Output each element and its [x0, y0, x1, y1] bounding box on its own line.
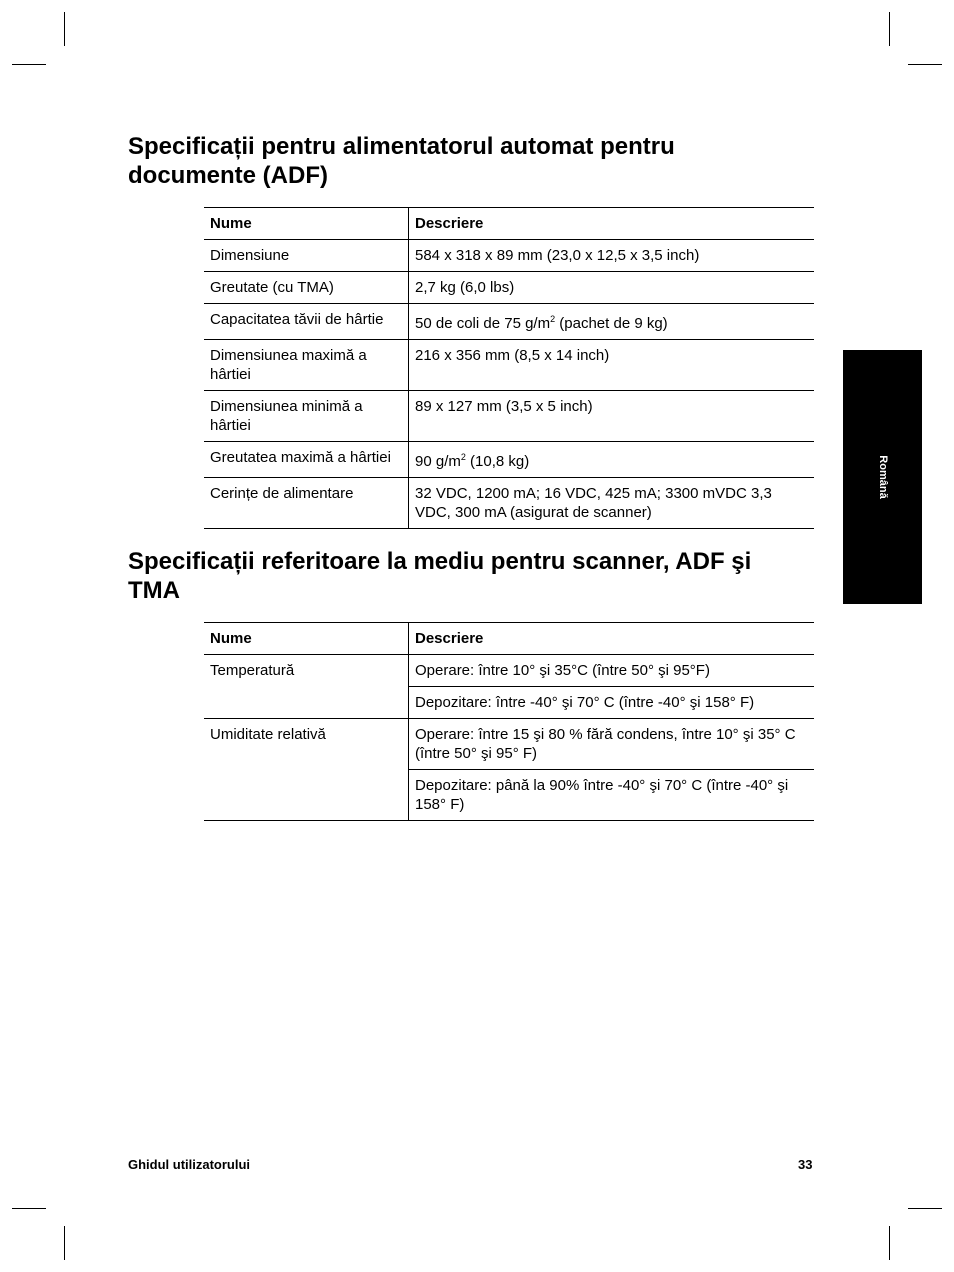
- crop-mark: [889, 1226, 890, 1260]
- cell-description: 584 x 318 x 89 mm (23,0 x 12,5 x 3,5 inch): [409, 240, 815, 272]
- title-line: Specificații pentru alimentatorul automat pentru: [128, 133, 675, 160]
- cell-description: Depozitare: până la 90% între -40° şi 70° C (între -40° şi 158° F): [409, 770, 815, 821]
- table-row: [204, 272, 814, 304]
- table-header-row: [204, 208, 814, 240]
- column-header-description: Descriere: [409, 208, 815, 240]
- table-row: [204, 478, 814, 529]
- section-title-adf: [128, 132, 828, 190]
- page-number: 33: [798, 1157, 813, 1172]
- cell-description: 89 x 127 mm (3,5 x 5 inch): [409, 391, 815, 442]
- cell-name: Dimensiunea maximă a hârtiei: [204, 340, 409, 391]
- cell-name: Temperatură: [204, 655, 409, 719]
- column-header-name: Nume: [204, 208, 409, 240]
- cell-name: Greutatea maximă a hârtiei: [204, 442, 409, 478]
- crop-mark: [12, 1208, 46, 1209]
- table-row: [204, 240, 814, 272]
- crop-mark: [12, 64, 46, 65]
- cell-description: [409, 304, 815, 340]
- crop-mark: [908, 64, 942, 65]
- column-header-name: Nume: [204, 623, 409, 655]
- column-header-description: Descriere: [409, 623, 815, 655]
- cell-name: Capacitatea tăvii de hârtie: [204, 304, 409, 340]
- table-row: [204, 340, 814, 391]
- table-row: [204, 304, 814, 340]
- cell-description: 32 VDC, 1200 mA; 16 VDC, 425 mA; 3300 mVDC 3,3 VDC, 300 mA (asigurat de scanner): [409, 478, 815, 529]
- crop-mark: [908, 1208, 942, 1209]
- cell-name: Dimensiune: [204, 240, 409, 272]
- cell-name: Dimensiunea minimă a hârtiei: [204, 391, 409, 442]
- adf-spec-table: [204, 207, 814, 529]
- title-line: documente (ADF): [128, 162, 328, 189]
- table-row: [204, 655, 814, 687]
- cell-name: Greutate (cu TMA): [204, 272, 409, 304]
- title-line: TMA: [128, 577, 180, 604]
- superscript: 2: [550, 314, 556, 324]
- desc-text: 50 de coli de 75 g/m: [415, 315, 551, 332]
- footer-title: Ghidul utilizatorului: [128, 1157, 251, 1172]
- cell-description: 216 x 356 mm (8,5 x 14 inch): [409, 340, 815, 391]
- cell-name: Umiditate relativă: [204, 719, 409, 821]
- table-row: [204, 442, 814, 478]
- table-row: [204, 719, 814, 770]
- superscript: 2: [460, 452, 466, 462]
- desc-text: (pachet de 9 kg): [555, 315, 668, 332]
- cell-description: [409, 442, 815, 478]
- cell-description: Depozitare: între -40° şi 70° C (între -40° şi 158° F): [409, 687, 815, 719]
- table-header-row: [204, 623, 814, 655]
- desc-text: 90 g/m: [415, 453, 461, 470]
- environment-spec-table: [204, 622, 814, 821]
- crop-mark: [889, 12, 890, 46]
- section-title-environment: [128, 547, 828, 605]
- desc-text: (10,8 kg): [465, 453, 530, 470]
- language-side-tab: [843, 350, 922, 604]
- cell-description: 2,7 kg (6,0 lbs): [409, 272, 815, 304]
- language-label: Română: [876, 455, 889, 499]
- cell-name: Cerințe de alimentare: [204, 478, 409, 529]
- cell-description: Operare: între 10° şi 35°C (între 50° şi 95°F): [409, 655, 815, 687]
- cell-description: Operare: între 15 şi 80 % fără condens, între 10° şi 35° C (între 50° şi 95° F): [409, 719, 815, 770]
- title-line: Specificații referitoare la mediu pentru scanner, ADF şi: [128, 548, 752, 575]
- table-row: [204, 391, 814, 442]
- crop-mark: [64, 1226, 65, 1260]
- crop-mark: [64, 12, 65, 46]
